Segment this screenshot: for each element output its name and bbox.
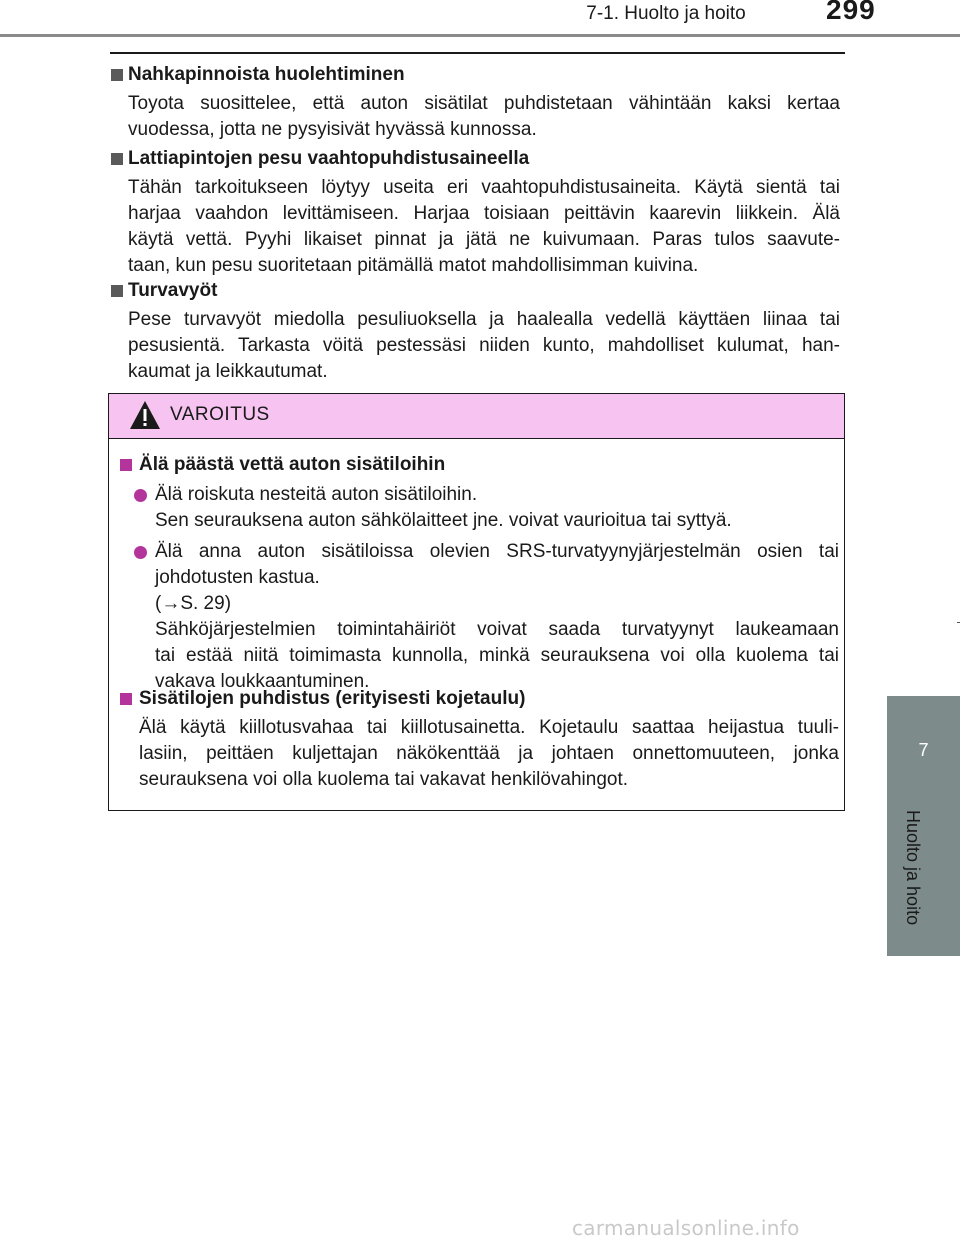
warning-bullet: Älä roiskuta nesteitä auton sisätiloihin. Sen seurauksena auton sähkölaitteet jne. voivat vaurioitua tai syttyä.: [131, 482, 839, 534]
square-bullet-icon: [111, 153, 123, 165]
chapter-tab-label: Huolto ja hoito: [903, 810, 923, 926]
watermark: carmanualsonline.info: [572, 1216, 800, 1240]
round-bullet-icon: [134, 489, 147, 502]
section-heading: Nahkapinnoista huolehtiminen: [108, 62, 840, 88]
section-heading: Turvavyöt: [108, 278, 840, 304]
square-bullet-icon: [120, 459, 132, 471]
round-bullet-icon: [134, 546, 147, 559]
square-bullet-icon: [111, 69, 123, 81]
warning-title: VAROITUS: [170, 404, 270, 425]
square-bullet-icon: [120, 693, 132, 705]
running-header-title: 7-1. Huolto ja hoito: [586, 3, 746, 24]
warning-subheading: Sisätilojen puhdistus (erityisesti kojetaulu): [115, 686, 839, 712]
page-number: 299: [826, 0, 876, 25]
warning-header: [109, 394, 844, 439]
section-seatbelts: [108, 278, 840, 385]
section-heading: Lattiapintojen pesu vaahtopuhdistusaineella: [108, 146, 840, 172]
chapter-tab-number: 7: [918, 740, 929, 760]
page-reference: (→S. 29): [155, 593, 232, 614]
content-top-rule: [110, 52, 845, 54]
header-rule: [0, 34, 960, 37]
section-body: Tähän tarkoitukseen löytyy useita eri vaahtopuhdistusaineita. Käytä sientä tai harjaa vaahdon levittämiseen. Harjaa toisiaan peittävin kaarevin liikkein. Älä käytä vettä. Pyyhi likaiset pinnat ja jätä ne kuivumaan. Paras tulos saavute- taan, kun pesu suoritetaan pitämällä matot mahdollisimman kuivina.: [128, 177, 840, 276]
section-leather-care: [108, 62, 840, 143]
section-body: Pese turvavyöt miedolla pesuliuoksella ja haalealla vedellä käyttäen liinaa tai pesusientä. Tarkasta vöitä pestessäsi niiden kunto, mahdolliset kulumat, han- kaumat ja leikkautumat.: [128, 309, 840, 382]
square-bullet-icon: [111, 285, 123, 297]
warning-triangle-icon: [129, 400, 161, 430]
section-body: Toyota suosittelee, että auton sisätilat puhdistetaan vähintään kaksi kertaa vuodessa, jotta ne pysyisivät hyvässä kunnossa.: [128, 93, 840, 140]
warning-box: [108, 393, 845, 811]
warning-bullet: Älä anna auton sisätiloissa olevien SRS-turvatyynyjärjestelmän osien tai johdotusten kastua. (→S. 29) Sähköjärjestelmien toimintahäiriöt voivat saada turvatyynyt laukeamaan tai estää niitä toimimasta kunnolla, minkä seurauksena voi olla kuolema tai vakava loukkaantuminen.: [131, 539, 839, 695]
section-floor-cleaning: [108, 146, 840, 279]
warning-subheading: Älä päästä vettä auton sisätiloihin: [115, 452, 839, 478]
warning-body: Älä käytä kiillotusvahaa tai kiillotusainetta. Kojetaulu saattaa heijastua tuuli- lasiin, peittäen kuljettajan näkökenttää ja johtaen onnettomuuteen, jonka seurauksena voi olla kuolema tai vakavat henkilövahingot.: [139, 717, 839, 790]
